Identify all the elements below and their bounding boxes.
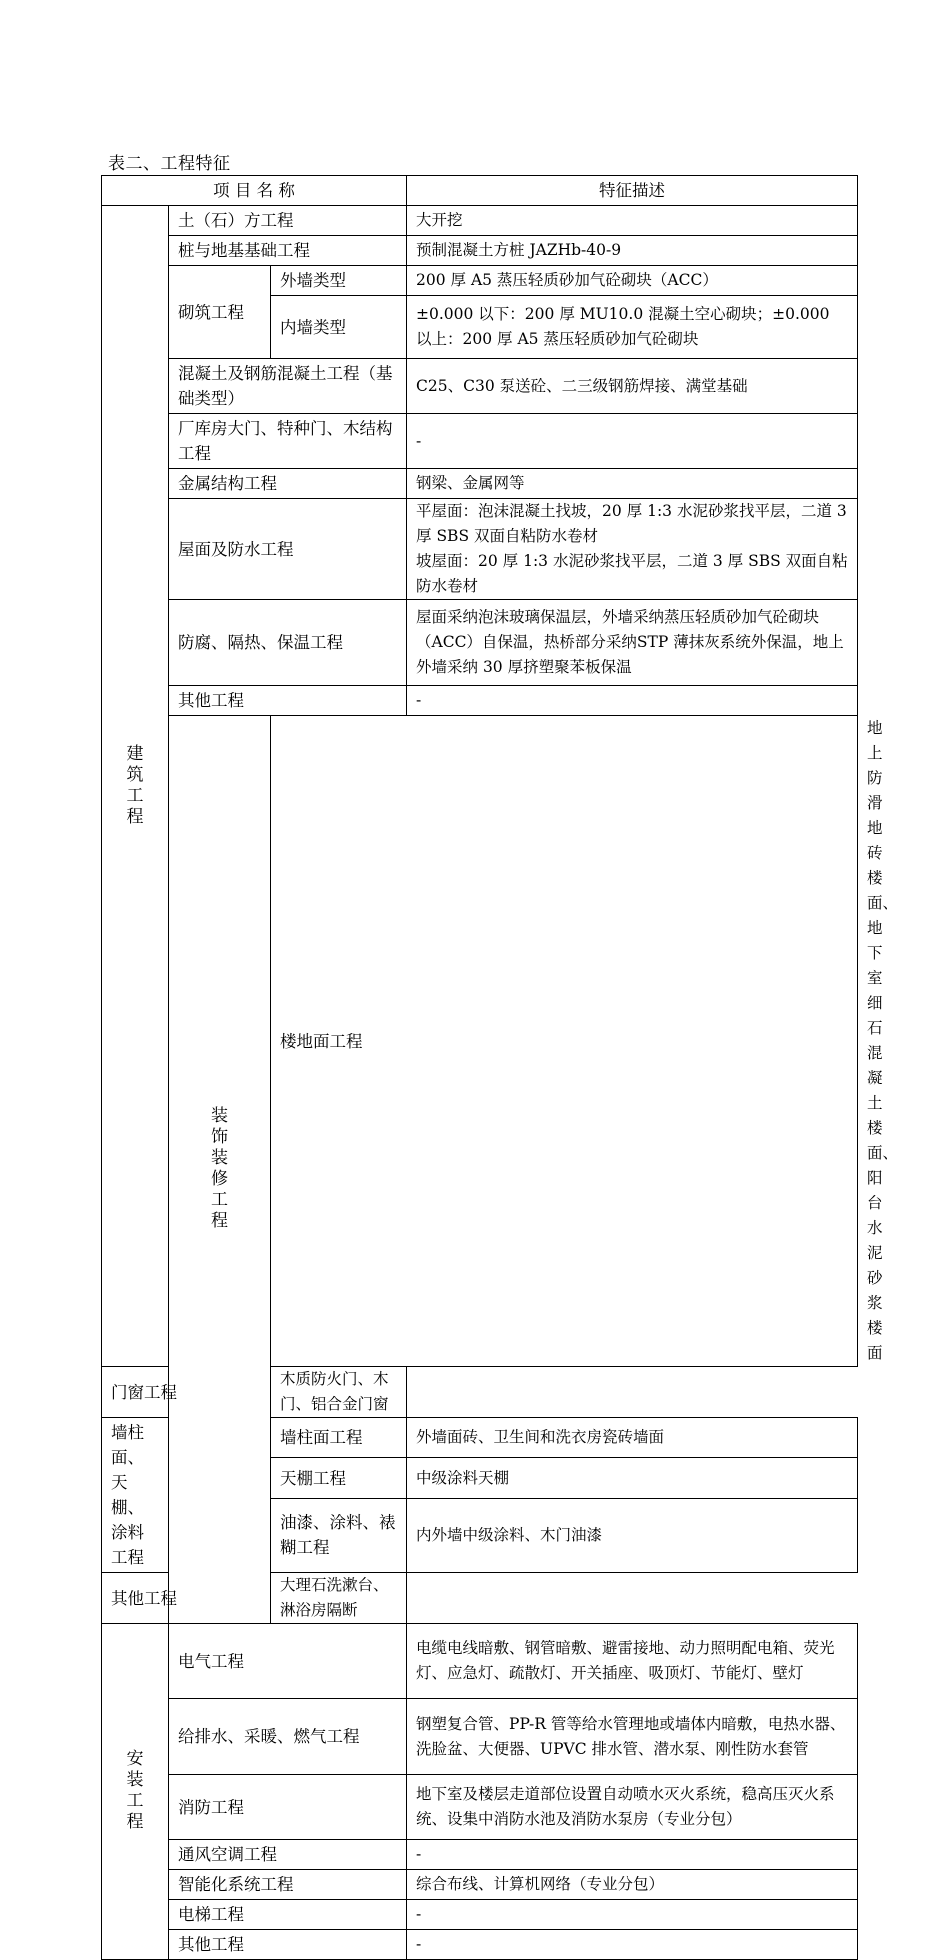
- row-desc: -: [407, 1900, 858, 1930]
- row-desc: 200 厚 A5 蒸压轻质砂加气砼砌块（ACC）: [407, 266, 858, 296]
- row-desc: -: [407, 686, 858, 716]
- row-name: 电梯工程: [169, 1900, 407, 1930]
- row-desc: 预制混凝土方桩 JAZHb-40-9: [407, 236, 858, 266]
- section-building: 建筑工程: [102, 206, 169, 1367]
- row-name: 其他工程: [169, 1930, 407, 1960]
- row-desc: 屋面采纳泡沫玻璃保温层，外墙采纳蒸压轻质砂加气砼砌块（ACC）自保温，热桥部分采纳STP 薄抹灰系统外保温，地上外墙采纳 30 厚挤塑聚苯板保温: [407, 600, 858, 686]
- row-name: 智能化系统工程: [169, 1870, 407, 1900]
- row-desc: -: [407, 1930, 858, 1960]
- row-desc: 综合布线、计算机网络（专业分包）: [407, 1870, 858, 1900]
- table-row: [102, 206, 858, 236]
- section-installation: 安装工程: [102, 1624, 169, 1960]
- row-name: 其他工程: [102, 1573, 271, 1624]
- row-desc: C25、C30 泵送砼、二三级钢筋焊接、满堂基础: [407, 359, 858, 414]
- table-row: [102, 1573, 858, 1624]
- table-row: [102, 1900, 858, 1930]
- sub-row-name: 外墙类型: [271, 266, 407, 296]
- table-row: [102, 686, 858, 716]
- table-row: [102, 414, 858, 469]
- row-name: 给排水、采暖、燃气工程: [169, 1699, 407, 1775]
- row-name: 门窗工程: [102, 1367, 271, 1418]
- row-name: 屋面及防水工程: [169, 499, 407, 600]
- table-row: [102, 1870, 858, 1900]
- sub-row-name: 墙柱面工程: [271, 1418, 407, 1458]
- table-row: [102, 266, 858, 296]
- row-name: 消防工程: [169, 1775, 407, 1840]
- row-name: 楼地面工程: [271, 716, 858, 1367]
- table-row: [102, 1699, 858, 1775]
- row-name: 金属结构工程: [169, 469, 407, 499]
- row-desc: [407, 499, 858, 600]
- row-desc: 大理石洗漱台、淋浴房隔断: [271, 1573, 407, 1624]
- row-name: 防腐、隔热、保温工程: [169, 600, 407, 686]
- row-name: 混凝土及钢筋混凝土工程（基础类型）: [169, 359, 407, 414]
- row-name: 厂库房大门、特种门、木结构工程: [169, 414, 407, 469]
- row-desc: 内外墙中级涂料、木门油漆: [407, 1498, 858, 1572]
- header-desc: 特征描述: [407, 176, 858, 206]
- table-row: [102, 1624, 858, 1699]
- table-row: [102, 499, 858, 600]
- sub-row-name: 天棚工程: [271, 1458, 407, 1498]
- row-desc: 钢塑复合管、PP-R 管等给水管理地或墙体内暗敷，电热水器、洗脸盆、大便器、UPVC 排水管、潜水泵、刚性防水套管: [407, 1699, 858, 1775]
- table-row: [102, 600, 858, 686]
- row-name: 桩与地基基础工程: [169, 236, 407, 266]
- table-row: [102, 1367, 858, 1418]
- row-name: 土（石）方工程: [169, 206, 407, 236]
- section-decoration: 装饰装修工程: [169, 716, 271, 1624]
- table-row: [102, 469, 858, 499]
- sub-row-name: 油漆、涂料、裱糊工程: [271, 1498, 407, 1572]
- row-desc: 大开挖: [407, 206, 858, 236]
- row-desc: -: [407, 414, 858, 469]
- row-desc: ±0.000 以下：200 厚 MU10.0 混凝土空心砌块；±0.000 以上：200 厚 A5 蒸压轻质砂加气砼砌块: [407, 296, 858, 359]
- engineering-features-table: [101, 175, 899, 1960]
- table-row: [102, 359, 858, 414]
- row-desc: 木质防火门、木门、铝合金门窗: [271, 1367, 407, 1418]
- table-title: 表二、工程特征: [108, 154, 231, 174]
- sub-row-name: 内墙类型: [271, 296, 407, 359]
- table-row: [102, 1930, 858, 1960]
- table-row: 装饰装修工程 楼地面工程 地上防滑地砖楼面、地下室细石混凝土楼面、阳台水泥砂浆楼面: [102, 716, 858, 1367]
- row-name: 电气工程: [169, 1624, 407, 1699]
- roof-desc-flat: 平屋面：泡沫混凝土找坡，20 厚 1:3 水泥砂浆找平层，二道 3 厚 SBS 双面自粘防水卷材: [416, 502, 847, 545]
- header-row: [102, 176, 858, 206]
- row-name: 其他工程: [169, 686, 407, 716]
- row-name: 砌筑工程: [169, 266, 271, 359]
- table-row: [102, 1840, 858, 1870]
- row-desc: 外墙面砖、卫生间和洗衣房瓷砖墙面: [407, 1418, 858, 1458]
- row-name: 通风空调工程: [169, 1840, 407, 1870]
- row-name: 墙柱面、天棚、涂料工程: [102, 1418, 169, 1573]
- row-desc: 钢梁、金属网等: [407, 469, 858, 499]
- header-name: 项 目 名 称: [102, 176, 407, 206]
- table-row: [102, 236, 858, 266]
- row-desc: 中级涂料天棚: [407, 1458, 858, 1498]
- roof-desc-slope: 坡屋面：20 厚 1:3 水泥砂浆找平层，二道 3 厚 SBS 双面自粘防水卷材: [416, 552, 848, 595]
- row-desc: -: [407, 1840, 858, 1870]
- table-row: [102, 1775, 858, 1840]
- row-desc: 电缆电线暗敷、钢管暗敷、避雷接地、动力照明配电箱、荧光灯、应急灯、疏散灯、开关插座、吸顶灯、节能灯、壁灯: [407, 1624, 858, 1699]
- row-desc: 地下室及楼层走道部位设置自动喷水灭火系统，稳高压灭火系统、设集中消防水池及消防水泵房（专业分包）: [407, 1775, 858, 1840]
